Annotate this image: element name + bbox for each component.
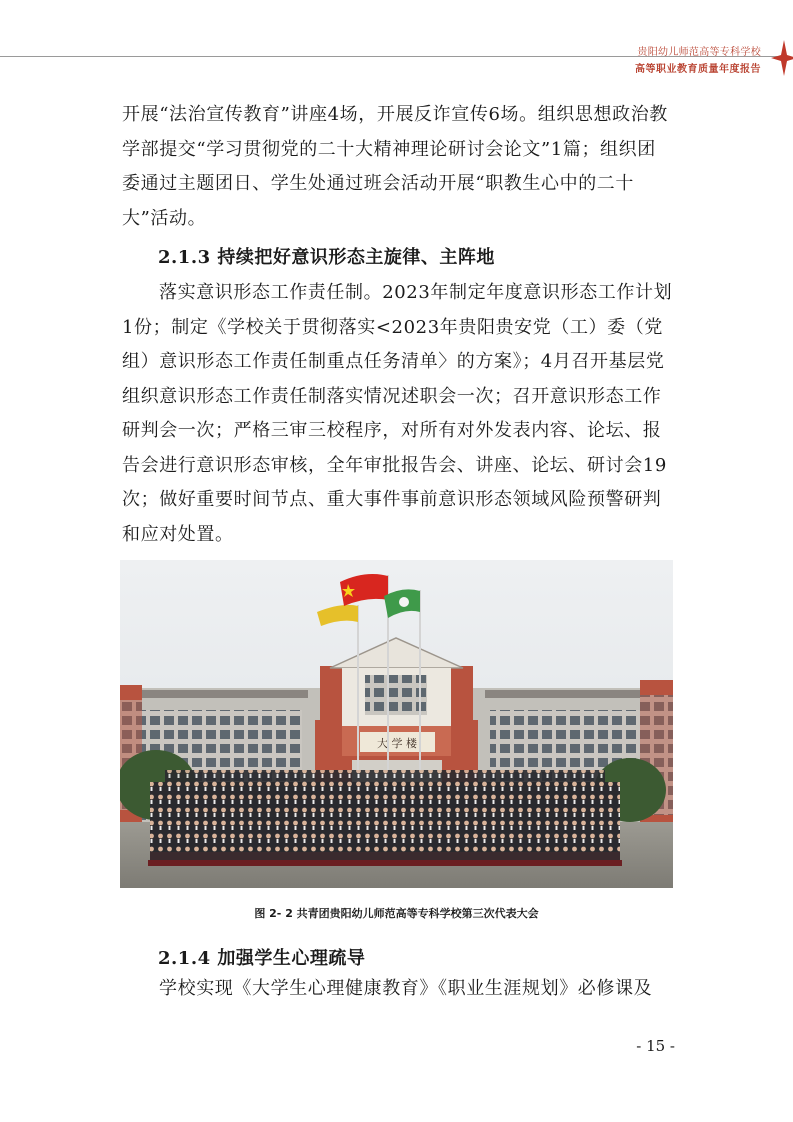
section-2-1-4-heading: 2.1.4 加强学生心理疏导: [158, 948, 366, 969]
section-2-1-3-paragraph: 落实意识形态工作责任制。2023年制定年度意识形态工作计划1份；制定《学校关于贯彻落实<2023年贵阳贵安党（工）委（党组）意识形态工作责任制重点任务清单〉的方案》；4月召开基层党组织意识形态工作责任制落实情况述职会一次；召开意识形态工作研判会一次；严格三审三校程序，对所有对外发表内容、论坛、报告会进行意识形态审核，全年审批报告会、讲座、论坛、研讨会19次；做好重要时间节点、重大事件事前意识形态领域风险预警研判和应对处置。: [122, 282, 673, 545]
header-star-icon: [770, 38, 793, 78]
section-2-1-4-paragraph: 学校实现《大学生心理健康教育》《职业生涯规划》必修课及: [159, 978, 653, 999]
header-report-title: 高等职业教育质量年度报告: [635, 64, 761, 75]
figure-caption: 图 2- 2 共青团贵阳幼儿师范高等专科学校第三次代表大会: [254, 907, 539, 920]
page-number: - 15 -: [636, 1037, 675, 1055]
intro-paragraph: 开展“法治宣传教育”讲座4场，开展反诈宣传6场。组织思想政治教学部提交“学习贯彻党的二十大精神理论研讨会论文”1篇；组织团委通过主题团日、学生处通过班会活动开展“职教生心中的二十大”活动。: [122, 104, 668, 229]
building-sign: 大 学 楼: [377, 737, 417, 750]
section-2-1-3-heading: 2.1.3 持续把好意识形态主旋律、主阵地: [158, 247, 495, 268]
group-photo: [120, 560, 673, 888]
header-school-name: 贵阳幼儿师范高等专科学校: [637, 47, 761, 58]
